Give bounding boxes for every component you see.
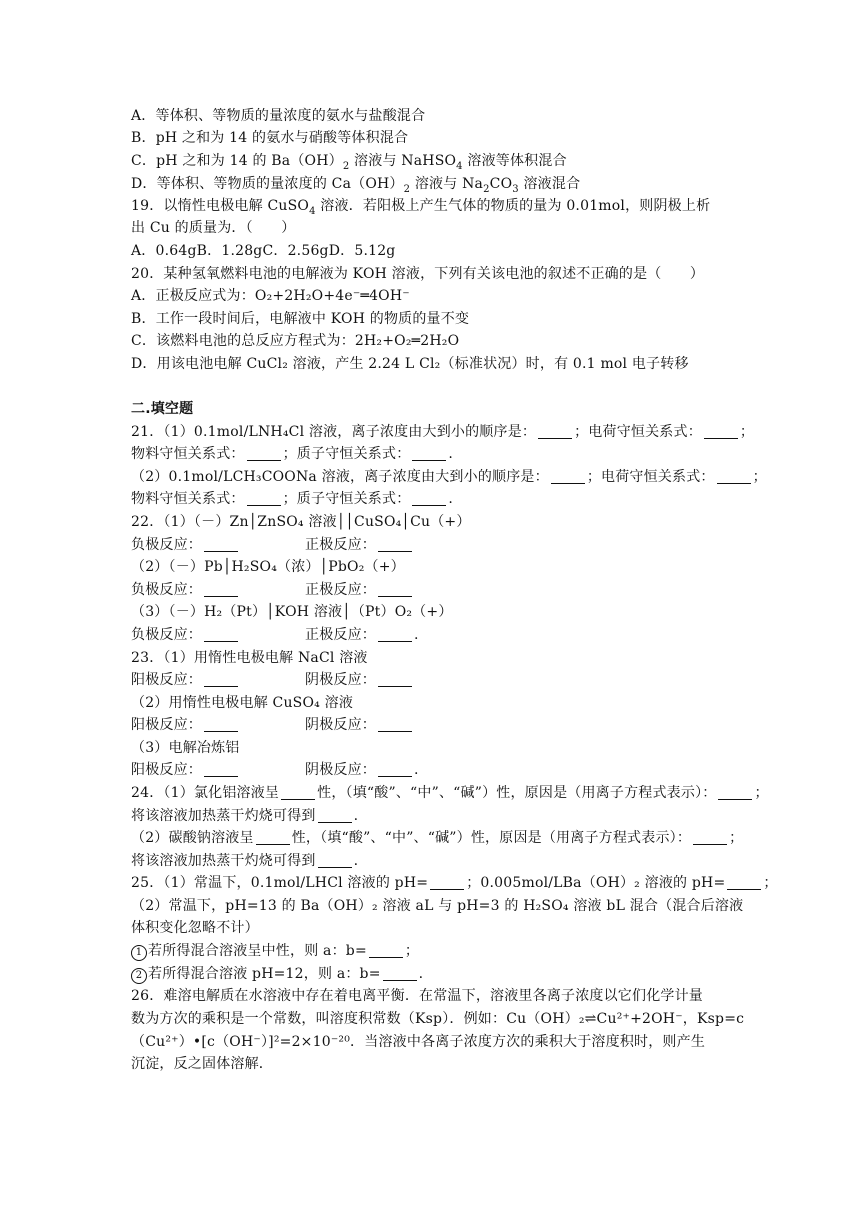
q19-options: A．0.64gB．1.28gC．2.56gD．5.12g [131, 243, 396, 259]
q26-line3: （Cu²⁺）•[c（OH⁻）]²=2×10⁻²⁰．当溶液中各离子浓度方次的乘积大于溶度积时，则产生 [131, 1034, 706, 1050]
answer-blank[interactable] [247, 446, 281, 461]
q21-line4: 物料守恒关系式： ；质子守恒关系式： . [131, 491, 454, 507]
answer-blank[interactable] [378, 762, 412, 777]
answer-blank[interactable] [247, 491, 281, 506]
answer-blank[interactable] [204, 717, 238, 732]
q22-reactions-2: 负极反应： 正极反应： [131, 580, 631, 600]
answer-blank[interactable] [378, 717, 412, 732]
answer-blank[interactable] [204, 627, 238, 642]
q19-stem-line1: 19．以惰性电极电解 CuSO$_4$ 溶液．若阳极上产生气体的物质的量为 0.01mol，则阴极上析 [131, 198, 711, 217]
q24-line1: 24．（1）氯化铝溶液呈 性，（填“酸”、“中”、“碱”）性，原因是（用离子方程式表示）： ； [131, 785, 769, 801]
answer-blank[interactable] [378, 627, 412, 642]
answer-blank[interactable] [704, 424, 738, 439]
q25-subq-2: 2 若所得混合溶液 pH=12，则 a：b= . [131, 964, 423, 984]
q23-line1: 23．（1）用惰性电极电解 NaCl 溶液 [131, 650, 368, 666]
q25-line3: 体积变化忽略不计） [131, 920, 259, 936]
q21-line2: 物料守恒关系式： ；质子守恒关系式： . [131, 446, 454, 462]
answer-blank[interactable] [378, 537, 412, 552]
answer-blank[interactable] [318, 808, 352, 823]
answer-blank[interactable] [412, 446, 446, 461]
q26-line1: 26．难溶电解质在水溶液中存在着电离平衡．在常温下，溶液里各离子浓度以它们化学计量 [131, 988, 704, 1004]
answer-blank[interactable] [204, 672, 238, 687]
q21-line3: （2）0.1mol/LCH₃COONa 溶液，离子浓度由大到小的顺序是： ；电荷守恒关系式： ； [131, 469, 767, 485]
answer-blank[interactable] [430, 875, 464, 890]
answer-blank[interactable] [693, 830, 727, 845]
q18-option-c: C．pH 之和为 14 的 $Ba(OH)_2$ 溶液与 NaHSO$_4$ 溶液等体积混合 [131, 153, 567, 172]
q18-option-d: D．等体积、等物质的量浓度的 $Ca(OH)_2$ 溶液与 $Na_2CO_3$ 溶液混合 [131, 176, 581, 195]
q24-line3: （2）碳酸钠溶液呈 性，（填“酸”、“中”、“碱”）性，原因是（用离子方程式表示）： ； [131, 830, 744, 846]
q22-reactions-1: 负极反应： 正极反应： [131, 535, 631, 555]
section-title: 二.填空题 [131, 401, 194, 417]
q24-line2: 将该溶液加热蒸干灼烧可得到 . [131, 808, 359, 824]
q24-line4: 将该溶液加热蒸干灼烧可得到 . [131, 853, 359, 869]
q25-line1: 25．（1）常温下，0.1mol/LHCl 溶液的 pH= ；0.005mol/LBa（OH）₂ 溶液的 pH= ； [131, 875, 778, 891]
circled-number-2: 2 [131, 968, 147, 984]
q21-line1: 21．（1）0.1mol/LNH₄Cl 溶液，离子浓度由大到小的顺序是： ；电荷守恒关系式： ； [131, 424, 755, 440]
answer-blank[interactable] [383, 966, 417, 981]
answer-blank[interactable] [204, 537, 238, 552]
q18-option-a: A．等体积、等物质的量浓度的氨水与盐酸混合 [131, 108, 426, 124]
q18-option-b: B．pH 之和为 14 的氨水与硝酸等体积混合 [131, 130, 409, 146]
answer-blank[interactable] [718, 785, 752, 800]
answer-blank[interactable] [256, 830, 290, 845]
q25-line2: （2）常温下，pH=13 的 Ba（OH）₂ 溶液 aL 与 pH=3 的 H₂SO₄ 溶液 bL 混合（混合后溶液 [131, 898, 744, 914]
answer-blank[interactable] [551, 469, 585, 484]
q20-option-a: A．正极反应式为：O₂+2H₂O+4e⁻═4OH⁻ [131, 288, 410, 304]
q22-line1: 22．（1）（－）Zn│ZnSO₄ 溶液││CuSO₄│Cu（+） [131, 514, 471, 530]
q23-line5: （3）电解冶炼铝 [131, 740, 240, 756]
q22-reactions-3: 负极反应： 正极反应： . [131, 627, 419, 643]
q20-stem: 20．某种氢氧燃料电池的电解液为 KOH 溶液，下列有关该电池的叙述不正确的是（ ） [131, 266, 705, 282]
answer-blank[interactable] [281, 785, 315, 800]
q19-stem-line2: 出 Cu 的质量为．（ ） [131, 220, 296, 236]
q26-line2: 数为方次的乘积是一个常数，叫溶度积常数（Ksp）．例如：Cu（OH）₂⇌Cu²⁺+2OH⁻，Ksp=c [131, 1011, 745, 1027]
answer-blank[interactable] [412, 491, 446, 506]
answer-blank[interactable] [369, 943, 403, 958]
q25-subq-1: 1 若所得混合溶液呈中性，则 a：b= ； [131, 941, 419, 961]
q23-reactions-3: 阳极反应： 阴极反应： . [131, 762, 419, 778]
q23-line3: （2）用惰性电极电解 CuSO₄ 溶液 [131, 695, 354, 711]
answer-blank[interactable] [204, 762, 238, 777]
answer-blank[interactable] [727, 875, 761, 890]
answer-blank[interactable] [204, 582, 238, 597]
answer-blank[interactable] [538, 424, 572, 439]
q22-line5: （3）（－）H₂（Pt）│KOH 溶液│（Pt）O₂（+） [131, 604, 453, 620]
q23-reactions-1: 阳极反应： 阴极反应： [131, 670, 631, 690]
answer-blank[interactable] [378, 672, 412, 687]
answer-blank[interactable] [378, 582, 412, 597]
answer-blank[interactable] [318, 853, 352, 868]
circled-number-1: 1 [131, 945, 147, 961]
answer-blank[interactable] [717, 469, 751, 484]
q20-option-c: C．该燃料电池的总反应方程式为：2H₂+O₂═2H₂O [131, 333, 460, 349]
q20-option-b: B．工作一段时间后，电解液中 KOH 的物质的量不变 [131, 311, 470, 327]
q23-reactions-2: 阳极反应： 阴极反应： [131, 715, 631, 735]
q20-option-d: D．用该电池电解 CuCl₂ 溶液，产生 2.24 L Cl₂（标准状况）时，有 0.1 mol 电子转移 [131, 356, 689, 372]
q26-line4: 沉淀，反之固体溶解． [131, 1056, 273, 1072]
q22-line3: （2）（－）Pb│H₂SO₄（浓）│PbO₂（+） [131, 559, 405, 575]
